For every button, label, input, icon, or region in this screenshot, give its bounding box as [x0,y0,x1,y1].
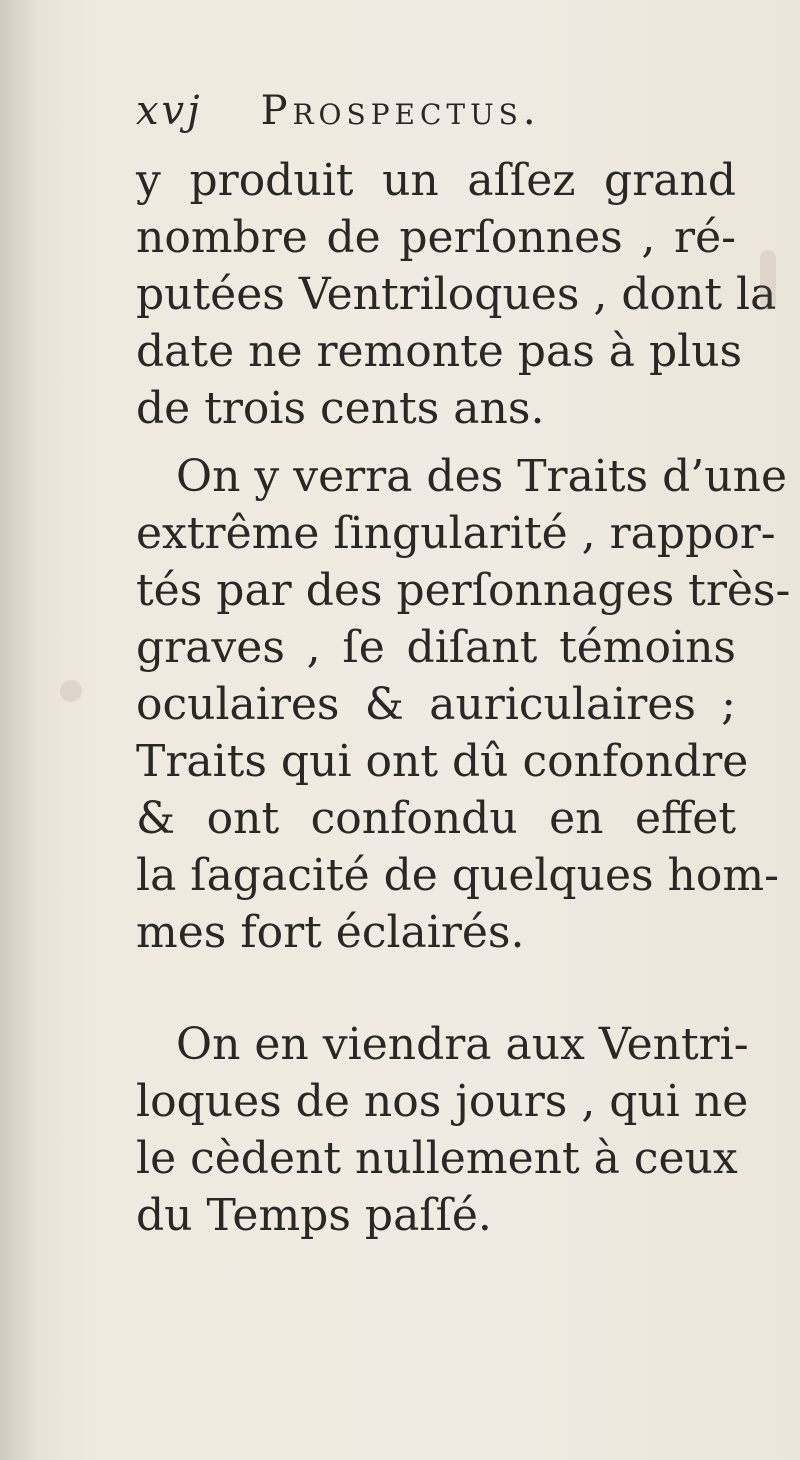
running-title: Prospectus. [260,88,541,134]
text-line: On en viendra aux Ventri- [176,1019,749,1070]
text-line: du Temps paſſé. [136,1190,492,1241]
paragraph-1 [136,152,777,437]
paragraph-3 [136,1016,749,1244]
text-line: Traits qui ont dû confondre [136,736,749,787]
paragraph-2 [136,448,791,961]
text-line: nombre de perſonnes , ré- [136,212,736,263]
text-line: mes fort éclairés. [136,907,525,958]
text-line: tés par des perſonnages très- [136,565,791,616]
paper-stain [60,680,82,702]
text-line: de trois cents ans. [136,383,545,434]
text-line: oculaires & auriculaires ; [136,679,736,730]
text-line: On y verra des Traits d’une [176,451,787,502]
text-line: putées Ventriloques , dont la [136,269,777,320]
page-gutter-shadow [0,0,40,1460]
text-line: & ont confondu en effet [136,793,736,844]
text-line: graves , ſe diſant témoins [136,622,736,673]
text-line: le cèdent nullement à ceux [136,1133,738,1184]
text-line: la ſagacité de quelques hom- [136,850,779,901]
paper-stain [760,250,776,310]
text-line: extrême ſingularité , rappor- [136,508,776,559]
text-line: y produit un aſſez grand [136,155,736,206]
text-line: date ne remonte pas à plus [136,326,743,377]
running-head [136,88,541,148]
text-line: loques de nos jours , qui ne [136,1076,749,1127]
page-number: xvj [136,88,203,134]
